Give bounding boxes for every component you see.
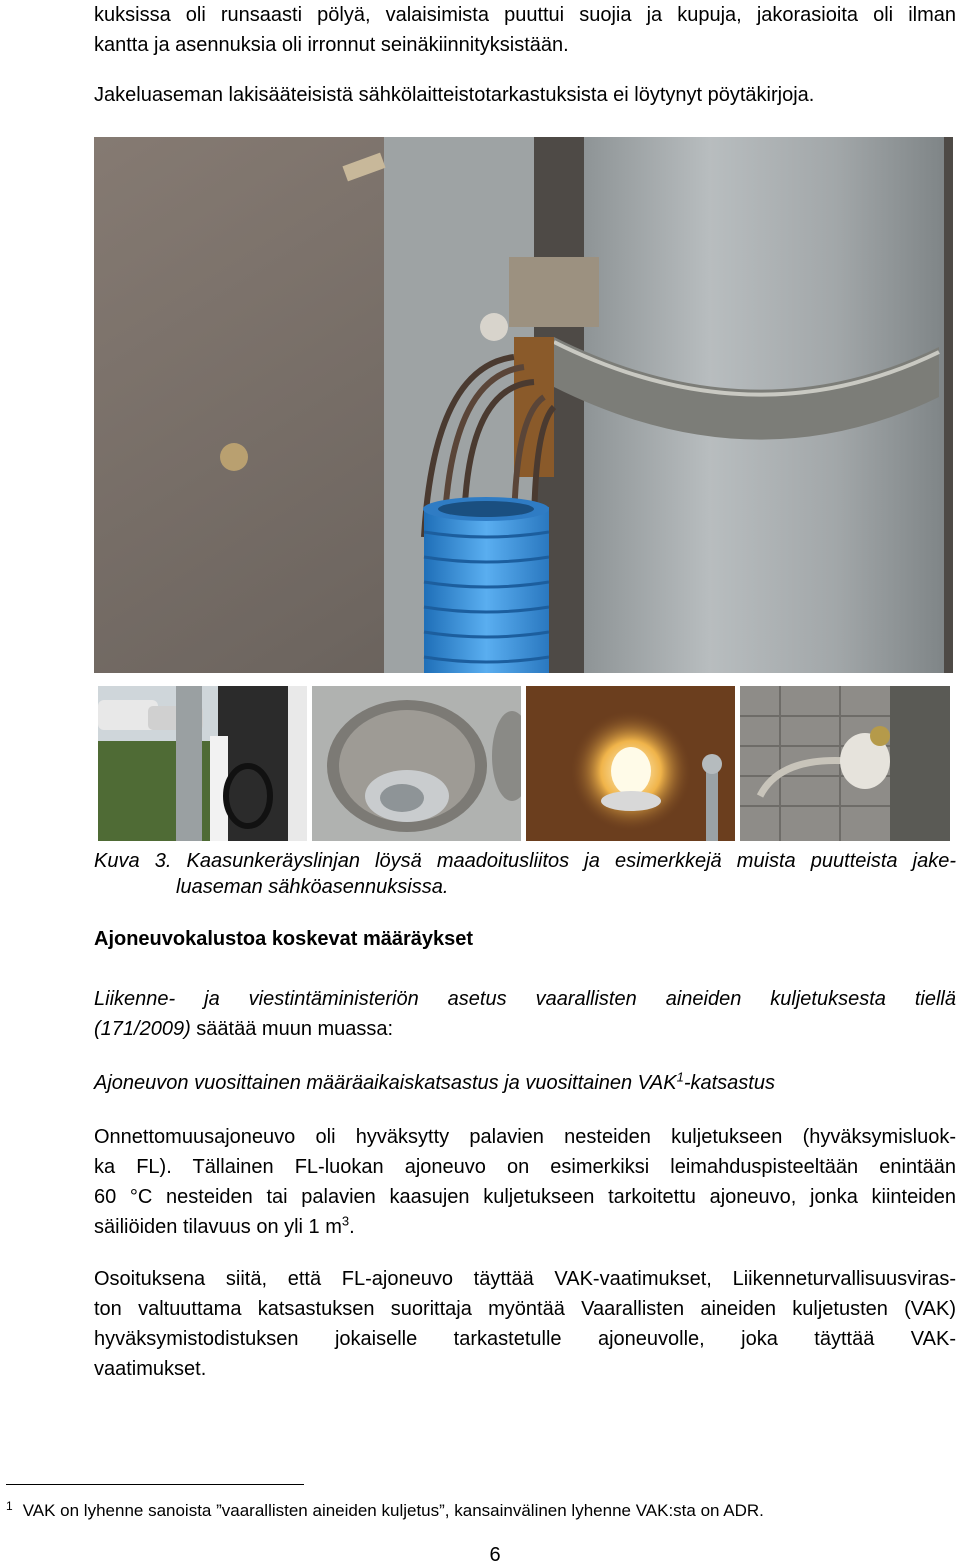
footnote (6, 1500, 764, 1522)
figure-caption (94, 848, 956, 900)
text-fragment: säätää muun muassa: (190, 1018, 394, 1040)
text-line: kantta ja asennuksia oli irronnut seinäkiinnityksistään. (94, 34, 569, 56)
text-line: Liikenne- ja viestintäministeriön asetus vaarallisten aineiden kuljetuksesta tiellä (94, 988, 956, 1010)
text-line: ton valtuuttama katsastuksen suorittaja myöntää Vaarallisten aineiden kuljetusten (VAK) (94, 1298, 956, 1320)
footnote-divider (6, 1484, 304, 1485)
footnote-reference: 1 (676, 1069, 684, 1085)
text-fragment: . (349, 1216, 355, 1238)
thumbnail-dusty-fixture (312, 686, 521, 841)
text-fragment: -katsastus (683, 1072, 775, 1094)
text-line: hyväksymistodistuksen jokaiselle tarkastetulle ajoneuvolle, joka täyttää VAK- (94, 1328, 956, 1350)
thumbnail-station-cables (98, 686, 307, 841)
caption-line: luaseman sähköasennuksissa. (176, 876, 449, 898)
text-fragment: Ajoneuvon vuosittainen määräaikaiskatsastus ja vuosittainen VAK (94, 1072, 677, 1094)
thumbnail-exposed-bulb (526, 686, 735, 841)
text-line: kuksissa oli runsaasti pölyä, valaisimista puuttui suojia ja kupuja, jakorasioita oli ilman (94, 4, 956, 26)
superscript: 3 (341, 1213, 350, 1229)
paragraph-regulation (94, 984, 956, 1044)
paragraph-inspection-requirement (94, 1068, 956, 1098)
paragraph-dust-findings (94, 0, 956, 60)
text-line: Jakeluaseman lakisääteisistä sähkölaitteistotarkastuksista ei löytynyt pöytäkirjoja. (94, 84, 815, 106)
main-photo-grounding-connection (94, 137, 953, 673)
footnote-text: VAK on lyhenne sanoista ”vaarallisten aineiden kuljetus”, kansainvälinen lyhenne VAK:sta on ADR. (22, 1501, 764, 1520)
page-number: 6 (489, 1544, 501, 1566)
regulation-number: (171/2009) (94, 1018, 191, 1040)
text-line: 60 °C nesteiden tai palavien kaasujen kuljetukseen tarkoitettu ajoneuvo, jonka kiinteiden (94, 1186, 956, 1208)
caption-line: Kuva 3. Kaasunkeräyslinjan löysä maadoitusliitos ja esimerkkejä muista puutteista jake- (94, 850, 956, 872)
text-line: ka FL). Tällainen FL-luokan ajoneuvo on esimerkiksi leimahduspisteeltään enintään (94, 1156, 956, 1178)
thumbnail-wall-junction (740, 686, 950, 841)
paragraph-inspection-records (94, 80, 956, 110)
section-heading: Ajoneuvokalustoa koskevat määräykset (94, 928, 474, 950)
text-line: Onnettomuusajoneuvo oli hyväksytty palavien nesteiden kuljetukseen (hyväksymisluok- (94, 1126, 956, 1148)
text-line: Osoituksena siitä, että FL-ajoneuvo täyttää VAK-vaatimukset, Liikenneturvallisuusviras- (94, 1268, 956, 1290)
text-fragment: säiliöiden tilavuus on yli 1 m (94, 1216, 342, 1238)
footnote-mark: 1 (6, 1499, 13, 1513)
text-line: vaatimukset. (94, 1358, 207, 1380)
paragraph-certificate (94, 1264, 956, 1384)
paragraph-fl-vehicle (94, 1122, 956, 1242)
